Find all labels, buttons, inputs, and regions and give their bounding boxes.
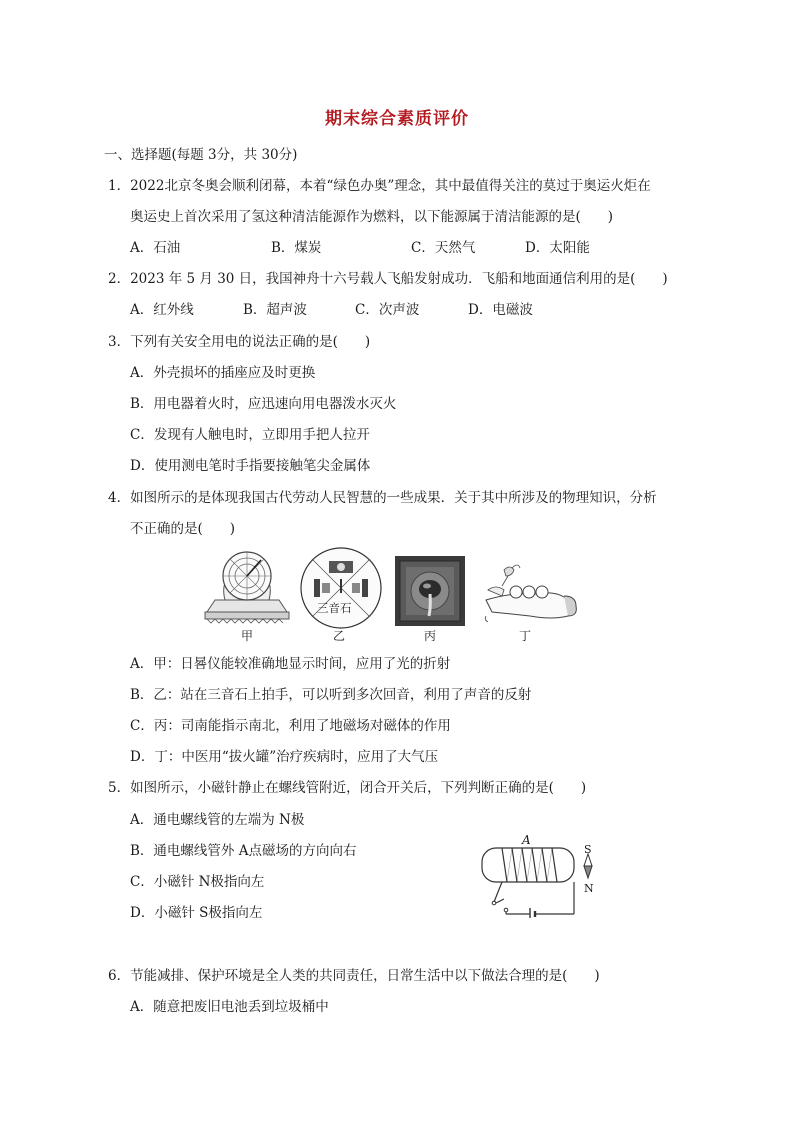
needle-n-label: N: [584, 882, 594, 895]
q6-option-a: A．随意把废旧电池丢到垃圾桶中: [130, 999, 329, 1015]
figure-label-yi: 乙: [332, 629, 345, 643]
q4-option-a: A．甲：日晷仪能较准确地显示时间，应用了光的折射: [130, 656, 451, 672]
q3-option-a: A．外壳损坏的插座应及时更换: [130, 365, 316, 381]
section-heading: 一、选择题(每题 3分，共 30分): [104, 147, 298, 163]
cupping-figure: [482, 560, 580, 622]
page-title: 期末综合素质评价: [325, 109, 469, 129]
q3-option-c: C．发现有人触电时，立即用手把人拉开: [130, 427, 370, 443]
figure-label-jia: 甲: [240, 629, 253, 643]
point-a-label: A: [522, 833, 531, 847]
question-4-line-2: 不正确的是( ): [130, 521, 236, 537]
q1-option-a: A．石油: [130, 240, 181, 256]
q2-option-a: A．红外线: [130, 302, 194, 318]
q1-option-b: B．煤炭: [271, 240, 322, 256]
question-1-line-2: 奥运史上首次采用了氢这种清洁能源作为燃料，以下能源属于清洁能源的是( ): [130, 209, 614, 225]
solenoid-circuit-figure: [478, 836, 600, 918]
figure-label-bing: 丙: [423, 629, 436, 643]
q1-option-d: D．太阳能: [525, 240, 590, 256]
q4-option-d: D．丁：中医用“拔火罐”治疗疾病时，应用了大气压: [130, 749, 439, 765]
q5-option-c: C．小磁针 N极指向左: [130, 874, 265, 890]
question-6-line-1: 6．节能减排、保护环境是全人类的共同责任，日常生活中以下做法合理的是( ): [108, 968, 600, 984]
q3-option-d: D．使用测电笔时手指要接触笔尖金属体: [130, 458, 371, 474]
q5-option-d: D．小磁针 S极指向左: [130, 905, 263, 921]
question-5-line-1: 5．如图所示，小磁针静止在螺线管附近，闭合开关后，下列判断正确的是( ): [108, 780, 587, 796]
q2-option-c: C．次声波: [355, 302, 420, 318]
q5-option-b: B．通电螺线管外 A点磁场的方向向右: [130, 843, 357, 859]
q3-option-b: B．用电器着火时，应迅速向用电器泼水灭火: [130, 396, 397, 412]
q4-option-c: C．丙：司南能指示南北，利用了地磁场对磁体的作用: [130, 718, 451, 734]
q2-option-b: B．超声波: [243, 302, 307, 318]
q1-option-c: C．天然气: [411, 240, 476, 256]
sundial-figure: [203, 548, 291, 628]
needle-s-label: S: [584, 843, 592, 856]
q2-option-d: D．电磁波: [468, 302, 533, 318]
q4-option-b: B．乙：站在三音石上拍手，可以听到多次回音，利用了声音的反射: [130, 687, 532, 703]
figure-label-ding: 丁: [518, 629, 531, 643]
question-4-line-1: 4．如图所示的是体现我国古代劳动人民智慧的一些成果．关于其中所涉及的物理知识，分析: [108, 490, 657, 506]
question-3-line-1: 3．下列有关安全用电的说法正确的是( ): [108, 334, 371, 350]
question-2-line-1: 2．2023 年 5 月 30 日，我国神舟十六号载人飞船发射成功．飞船和地面通信利用的是( ): [108, 271, 668, 287]
sanyinshi-figure: [296, 547, 386, 629]
sanyinshi-label: 三音石: [317, 601, 352, 615]
q5-option-a: A．通电螺线管的左端为 N极: [130, 812, 305, 828]
question-1-line-1: 1．2022北京冬奥会顺利闭幕，本着“绿色办奥”理念，其中最值得关注的莫过于奥运火炬在: [108, 178, 651, 194]
sinan-figure: [395, 556, 465, 626]
